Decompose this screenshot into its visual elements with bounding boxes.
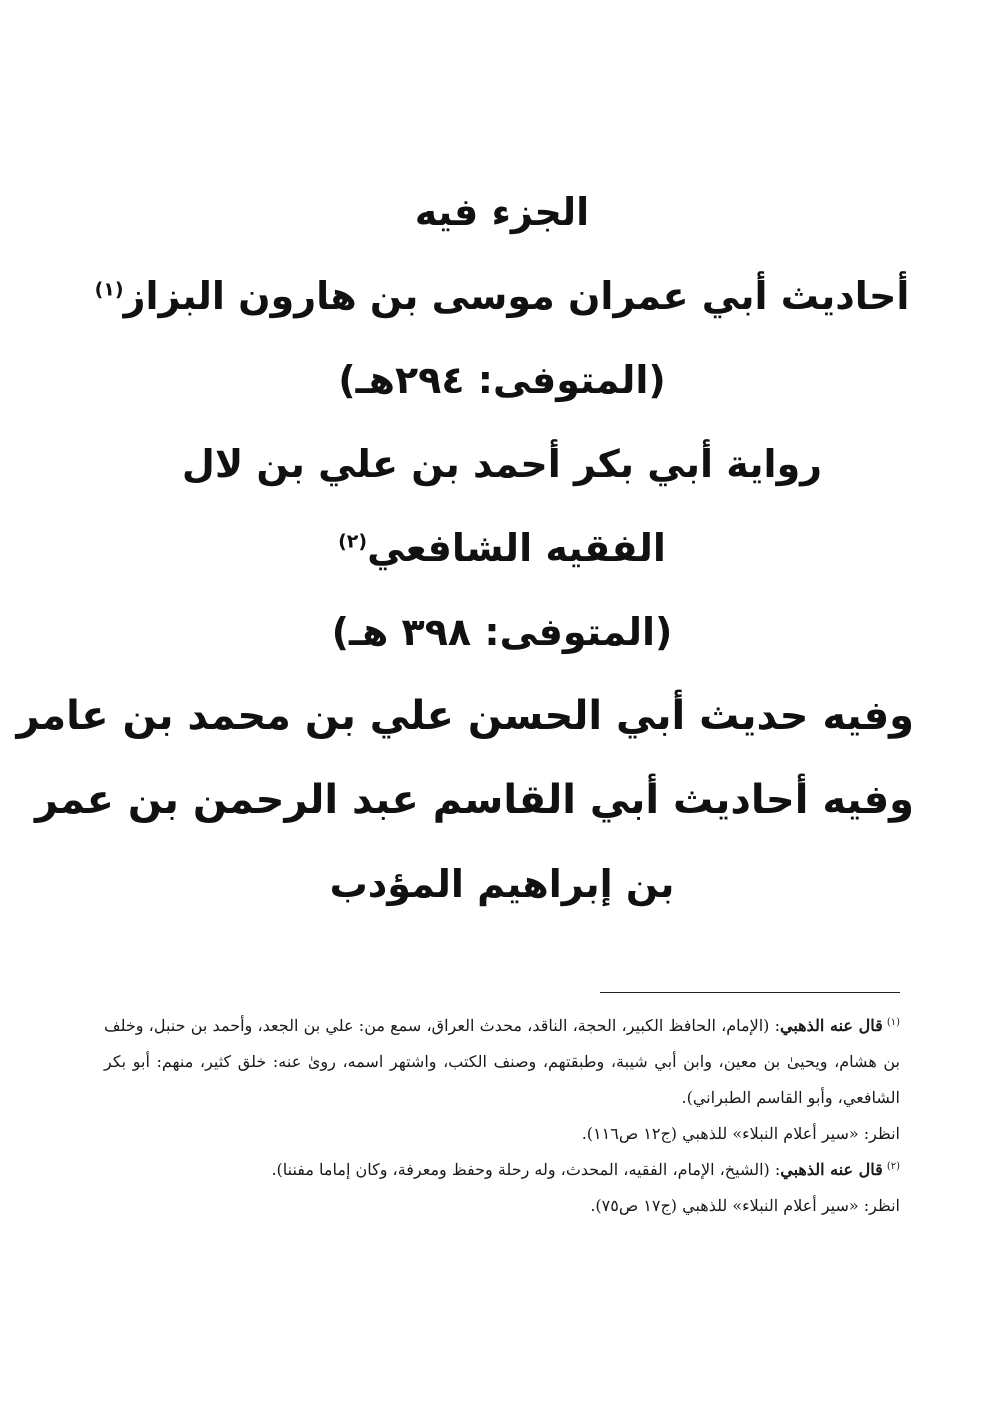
footnote-ref-2[interactable]: (٢): [338, 530, 368, 553]
footnote-1-reference: انظر: «سير أعلام النبلاء» للذهبي (ج١٢ ص١١٦).: [581, 1124, 900, 1143]
footnotes-section: [104, 1008, 900, 1224]
footnote-1: [104, 1008, 900, 1116]
footnote-1-text: : (الإمام، الحافظ الكبير، الحجة، الناقد، محدث العراق، سمع من: علي بن الجعد، وأحمد بن حنبل، وخلف بن هشام، ويحيىٰ بن معين، وابن أبي شيبة، وطبقتهم، وصنف الكتب، واشتهر اسمه، روىٰ عنه: خلق كثير، منهم: أبو بكر الشافعي، وأبو القاسم الطبراني).: [104, 1016, 900, 1107]
footnote-1-lead: قال عنه الذهبي: [780, 1016, 883, 1035]
title-line-4: رواية أبي بكر أحمد بن علي بن لال: [181, 442, 823, 486]
title-line-8: وفيه أحاديث أبي القاسم عبد الرحمن بن عمر: [34, 777, 914, 823]
footnote-1-number: (١): [886, 1016, 900, 1028]
footnote-2: [104, 1152, 900, 1188]
title-line-5: [90, 506, 914, 590]
title-line-7: وفيه حديث أبي الحسن علي بن محمد بن عامر: [16, 693, 914, 739]
title-block: [16, 170, 914, 926]
title-line-6: (المتوفى: ٣٩٨ هـ): [331, 610, 673, 654]
title-line-1: الجزء فيه: [414, 190, 590, 234]
title-line-5-text: الفقيه الشافعي: [367, 526, 666, 570]
footnote-divider: [600, 992, 900, 993]
title-line-9: بن إبراهيم المؤدب: [329, 862, 675, 906]
title-line-3: (المتوفى: ٢٩٤هـ): [338, 358, 666, 402]
footnote-2-number: (٢): [886, 1160, 900, 1172]
title-line-2-text: أحاديث أبي عمران موسى بن هارون البزاز: [123, 274, 910, 318]
footnote-2-text: : (الشيخ، الإمام، الفقيه، المحدث، وله رحلة وحفظ ومعرفة، وكان إماما مفننا).: [271, 1160, 781, 1179]
title-line-2: [90, 254, 914, 338]
footnote-2-lead: قال عنه الذهبي: [780, 1160, 883, 1179]
footnote-ref-1[interactable]: (١): [94, 278, 124, 301]
footnote-2-reference: انظر: «سير أعلام النبلاء» للذهبي (ج١٧ ص٧٥).: [590, 1196, 900, 1215]
